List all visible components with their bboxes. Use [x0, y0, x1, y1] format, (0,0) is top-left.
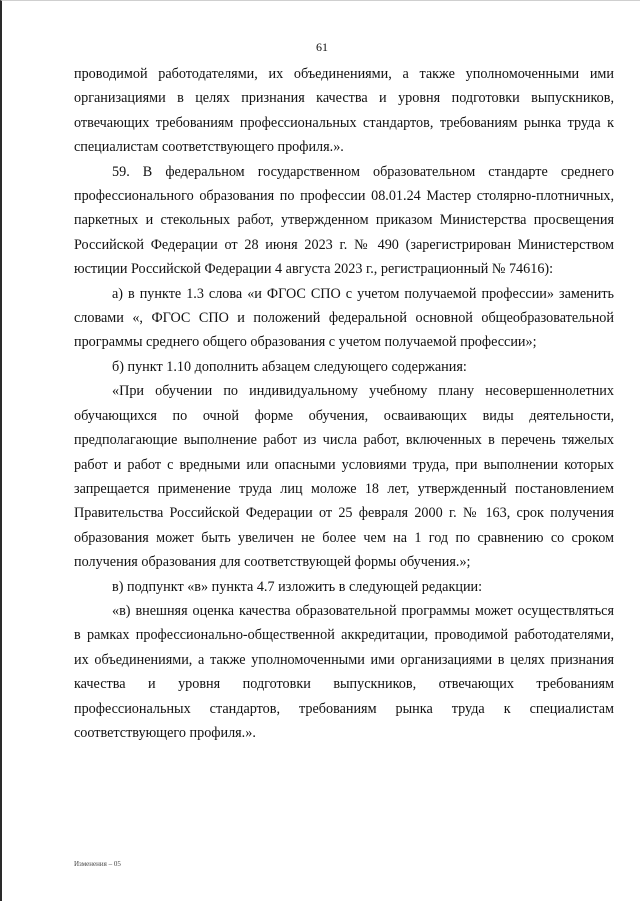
page-number: 61 — [316, 40, 328, 54]
paragraph-subitem-b: б) пункт 1.10 дополнить абзацем следующего содержания: — [112, 358, 467, 375]
paragraph-subitem-a: а) в пункте 1.3 слова «и ФГОС СПО с учетом получаемой профессии» заменить словами «, ФГОС СПО и положений федеральной основной общеобразовательной программы среднего общего образования с учетом получаемой профессии»; — [74, 285, 614, 351]
document-body — [74, 62, 614, 745]
paragraph-continuation: проводимой работодателями, их объединениями, а также уполномоченными ими организациями в целях признания качества и уровня подготовки выпускников, отвечающих требованиям профессиональных стандартов, требованиям рынка труда к специалистам соответствующего профиля.». — [74, 66, 614, 156]
paragraph-quoted-insertion: «При обучении по индивидуальному учебному плану несовершеннолетних обучающихся по очной форме обучения, осваивающих виды деятельности, предполагающие выполнение работ из числа работ, включенных в перечень тяжелых работ и работ с вредными или опасными условиями труда, при выполнении которых запрещается применение труда лиц моложе 18 лет, утвержденный постановлением Правительства Российской Федерации от 25 февраля 2000 г. № 163, срок получения образования может быть увеличен не более чем на 1 год по сравнению со сроком получения образования для соответствующей формы обучения.»; — [74, 383, 614, 571]
paragraph-item-59: 59. В федеральном государственном образовательном стандарте среднего профессионального образования по профессии 08.01.24 Мастер столярно-плотничных, паркетных и стекольных работ, утвержденном приказом Министерства просвещения Российской Федерации от 28 июня 2023 г. № 490 (зарегистрирован Министерством юстиции Российской Федерации 4 августа 2023 г., регистрационный № 74616): — [74, 163, 614, 278]
footer-note: Изменения – 05 — [74, 860, 121, 868]
paragraph-subitem-v: в) подпункт «в» пункта 4.7 изложить в следующей редакции: — [112, 578, 483, 595]
paragraph-quoted-revision: «в) внешняя оценка качества образовательной программы может осуществляться в рамках профессионально-общественной аккредитации, проводимой работодателями, их объединениями, а также уполномоченными ими организациями в целях признания качества и уровня подготовки выпускников, отвечающих требованиям профессиональных стандартов, требованиям рынка труда к специалистам соответствующего профиля.». — [74, 602, 614, 741]
